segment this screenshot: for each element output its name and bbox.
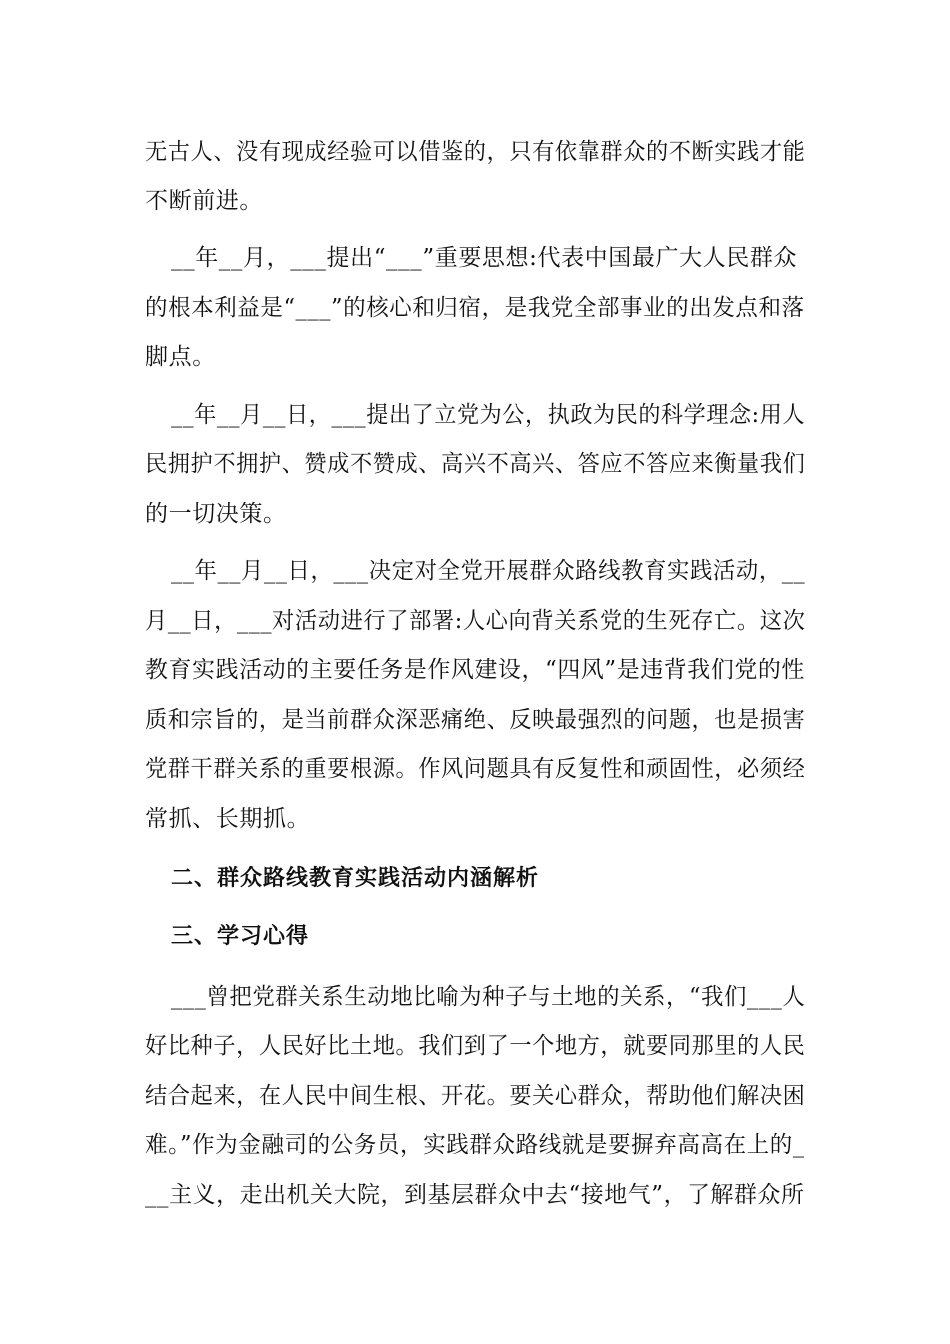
paragraph-line: __主义，走出机关大院，到基层群众中去“接地气”，了解群众所 — [145, 1182, 805, 1208]
section-heading-three: 三、学习心得 — [171, 924, 310, 949]
paragraph-line: 无古人、没有现成经验可以借鉴的，只有依靠群众的不断实践才能 — [145, 139, 806, 165]
paragraph-line: 脚点。 — [145, 344, 216, 370]
paragraph-line: 好比种子，人民好比土地。我们到了一个地方，就要同那里的人民 — [145, 1033, 806, 1059]
paragraph-line: 质和宗旨的，是当前群众深恶痛绝、反映最强烈的问题，也是损害 — [145, 707, 806, 733]
paragraph-line: 结合起来，在人民中间生根、开花。要关心群众，帮助他们解决困 — [145, 1083, 806, 1109]
paragraph-line: 的一切决策。 — [145, 501, 287, 527]
paragraph-line: __年__月__日，___提出了立党为公，执政为民的科学理念:用人 — [171, 402, 806, 428]
paragraph-line: 教育实践活动的主要任务是作风建设，“四风”是违背我们党的性 — [145, 657, 805, 683]
paragraph-line: __年__月，___提出“___”重要思想:代表中国最广大人民群众 — [171, 245, 798, 271]
paragraph-line: 不断前进。 — [145, 188, 263, 214]
section-heading-two: 二、群众路线教育实践活动内涵解析 — [171, 866, 540, 891]
paragraph-line: 的根本利益是“___”的核心和归宿，是我党全部事业的出发点和落 — [145, 295, 805, 321]
paragraph-line: 难。”作为金融司的公务员，实践群众路线就是要摒弃高高在上的_ — [145, 1132, 805, 1158]
paragraph-line: 民拥护不拥护、赞成不赞成、高兴不高兴、答应不答应来衡量我们 — [145, 451, 806, 477]
paragraph-line: 党群干群关系的重要根源。作风问题具有反复性和顽固性，必须经 — [145, 756, 806, 782]
paragraph-line: 常抓、长期抓。 — [145, 806, 311, 832]
paragraph-line: 月__日，___对活动进行了部署:人心向背关系党的生死存亡。这次 — [145, 608, 806, 634]
paragraph-line: ___曾把党群关系生动地比喻为种子与土地的关系，“我们___人 — [171, 984, 806, 1010]
paragraph-line: __年__月__日，___决定对全党开展群众路线教育实践活动，__ — [171, 558, 806, 584]
